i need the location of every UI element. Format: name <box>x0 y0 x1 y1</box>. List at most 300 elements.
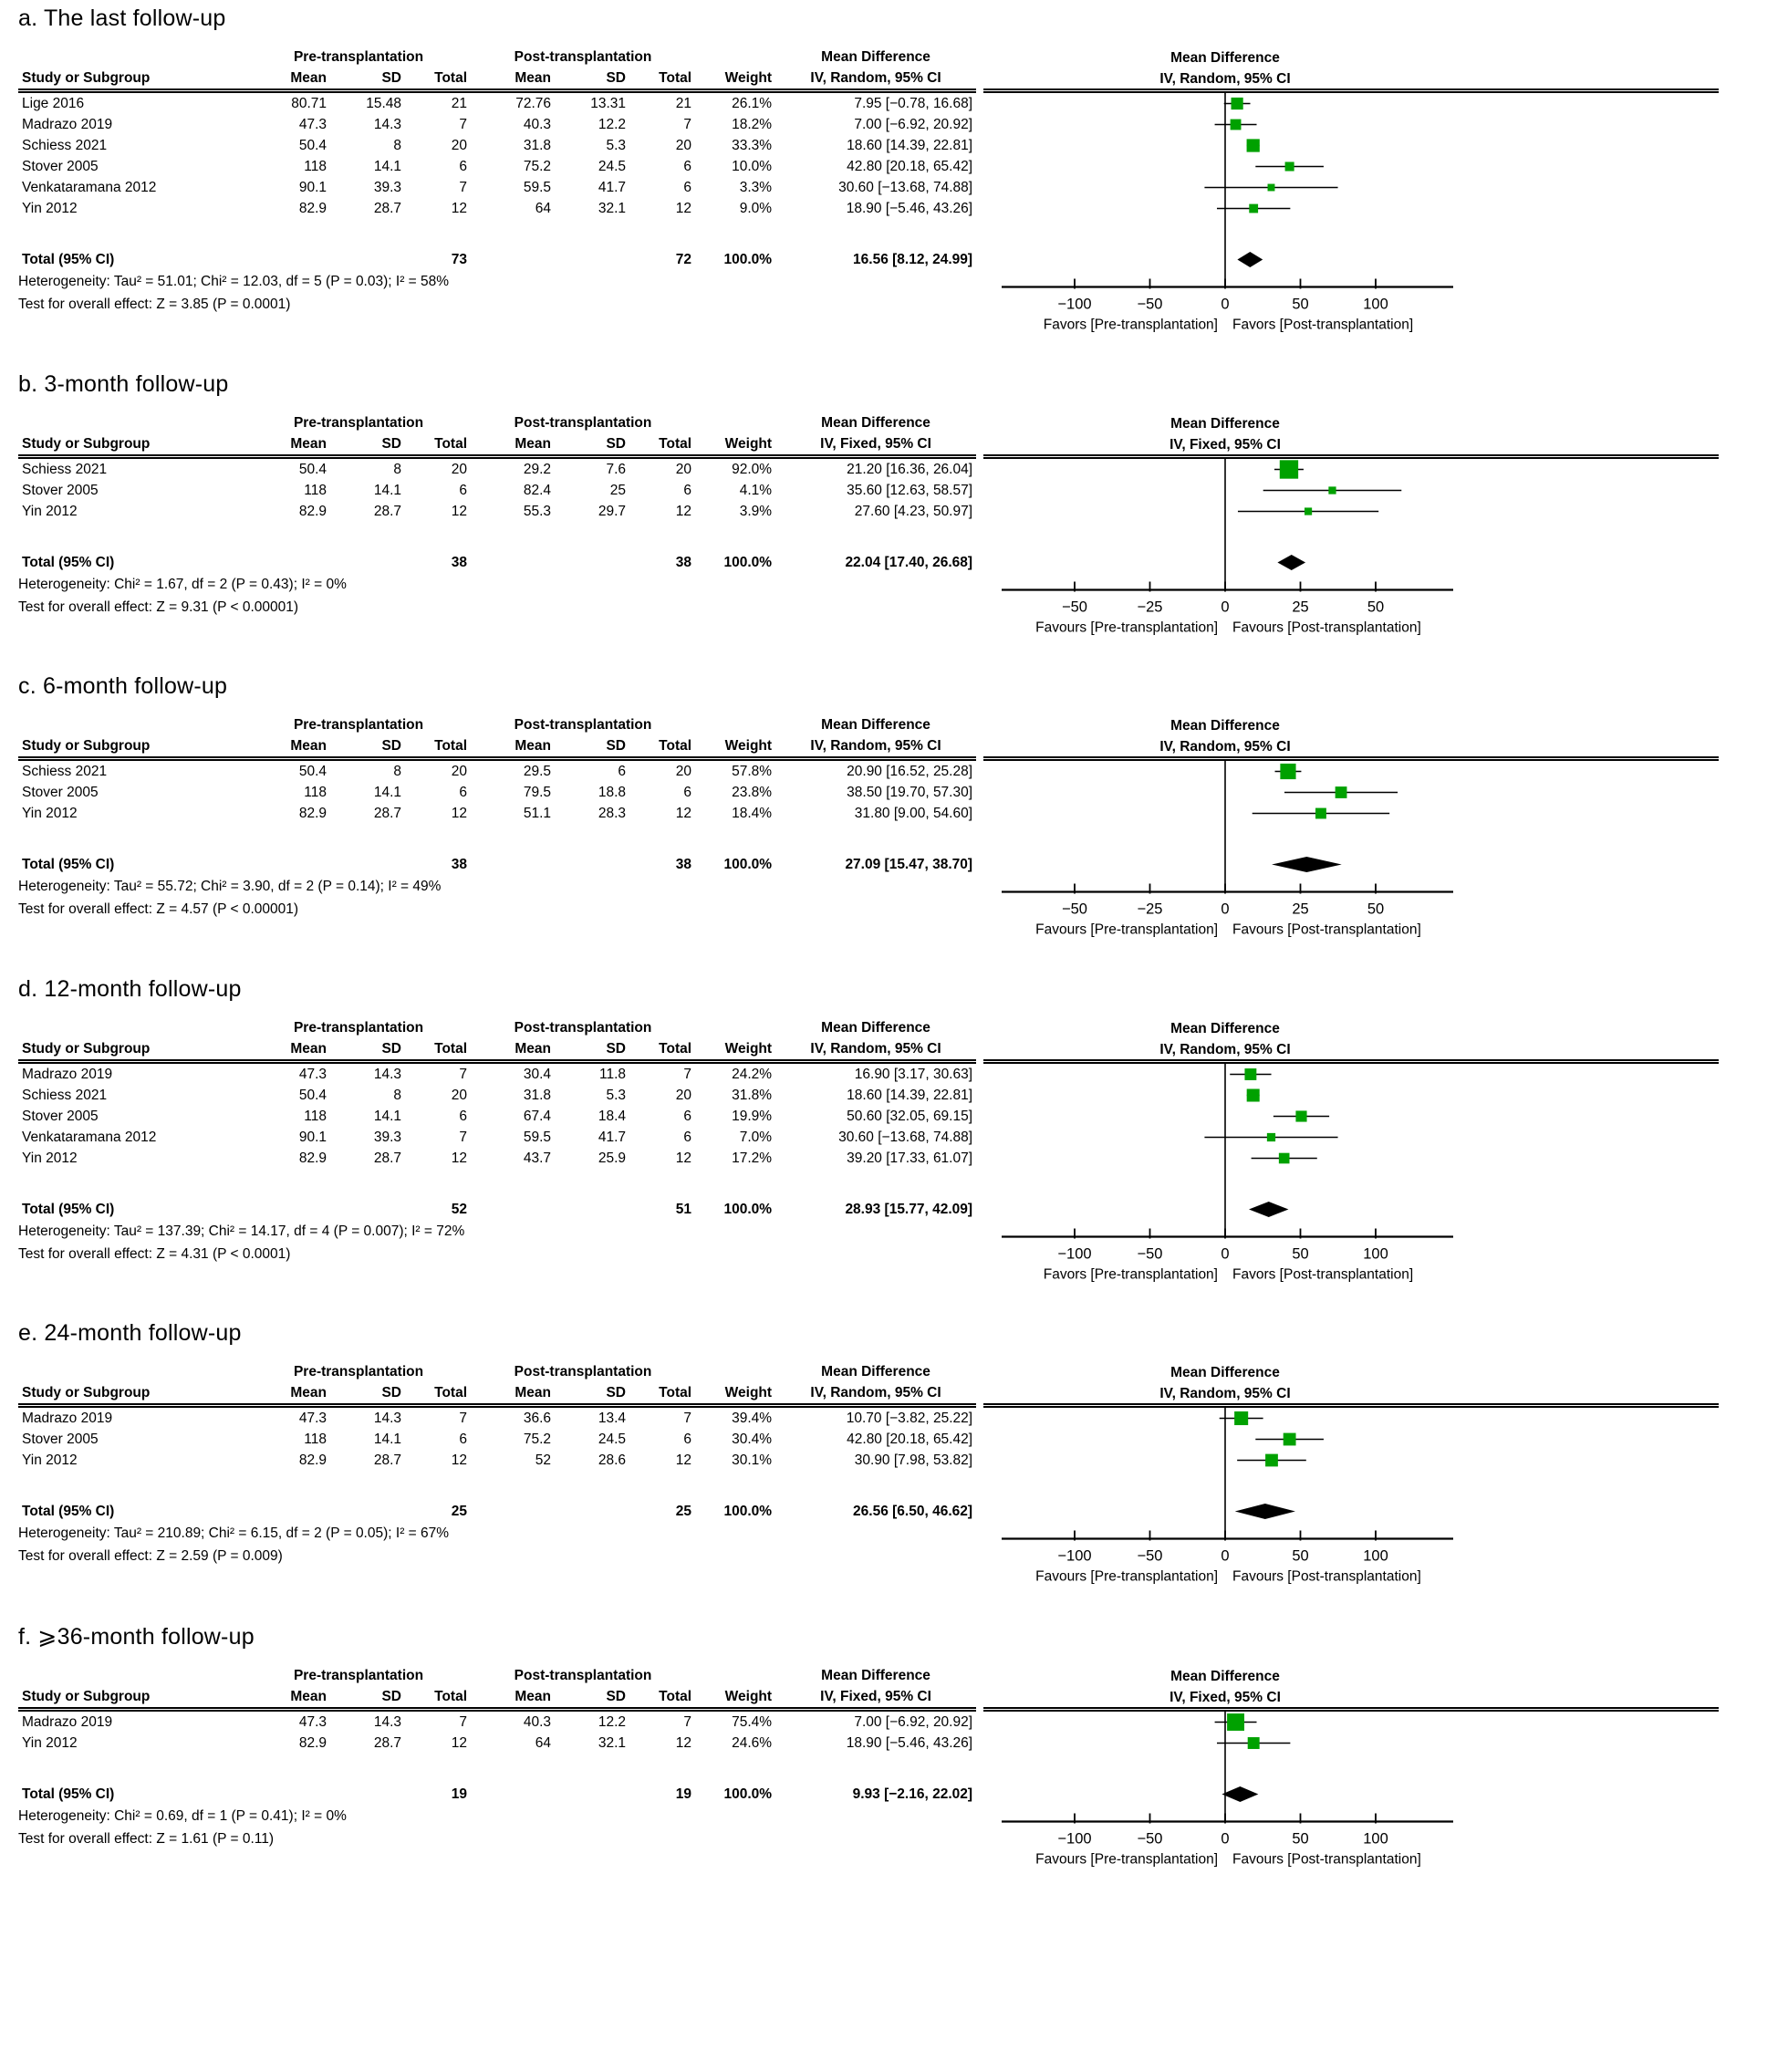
pre-sd: 8 <box>393 1087 401 1103</box>
pre-sd: 14.1 <box>373 159 401 174</box>
post-total: 7 <box>683 1411 692 1426</box>
plot-md-header: Mean Difference <box>1170 415 1280 432</box>
favors-left-label: Favors [Pre-transplantation] <box>1043 317 1218 333</box>
pre-sd: 14.3 <box>373 1066 401 1082</box>
axis-tick-label: 25 <box>1292 599 1309 615</box>
md-group-header: Mean Difference <box>821 1364 930 1380</box>
pre-mean: 82.9 <box>298 201 327 216</box>
pre-total: 7 <box>459 1066 468 1082</box>
study-table <box>18 1017 976 1220</box>
pre-mean: 118 <box>304 159 327 174</box>
study-name: Madrazo 2019 <box>22 1411 113 1426</box>
post-sd: 11.8 <box>598 1066 627 1082</box>
post-group-header: Post-transplantation <box>514 49 652 65</box>
heterogeneity-text: Heterogeneity: Tau² = 55.72; Chi² = 3.90, df = 2 (P = 0.14); I² = 49% <box>18 879 442 894</box>
post-total: 6 <box>683 159 692 174</box>
post-sd: 18.8 <box>598 785 627 800</box>
col-study-header: Study or Subgroup <box>18 1686 246 1710</box>
study-name: Yin 2012 <box>22 201 78 216</box>
total-ci: 22.04 [17.40, 26.68] <box>845 554 973 570</box>
pre-sd: 28.7 <box>373 1452 401 1468</box>
col-mean-header: Mean <box>246 68 330 91</box>
study-point <box>1284 1433 1296 1446</box>
study-ci: 27.60 [4.23, 50.97] <box>854 503 973 519</box>
col-weight-header: Weight <box>695 735 775 759</box>
study-name: Yin 2012 <box>22 806 78 821</box>
col-sd-header: SD <box>330 735 405 759</box>
pre-sd: 14.3 <box>373 1411 401 1426</box>
study-row <box>18 198 976 219</box>
total-post-n: 38 <box>675 554 692 570</box>
pre-group-header: Pre-transplantation <box>293 1667 424 1683</box>
study-ci: 42.80 [20.18, 65.42] <box>847 159 973 174</box>
table-column <box>11 412 983 619</box>
pre-group-header: Pre-transplantation <box>293 1364 424 1380</box>
total-post-n: 51 <box>675 1201 692 1217</box>
total-post-n: 25 <box>675 1504 692 1519</box>
pre-mean: 90.1 <box>298 180 327 195</box>
pre-sd: 14.1 <box>373 785 401 800</box>
pre-mean: 50.4 <box>298 138 327 153</box>
plot-md-header: Mean Difference <box>1170 1020 1280 1036</box>
heterogeneity-text: Heterogeneity: Chi² = 0.69, df = 1 (P = 0.41); I² = 0% <box>18 1807 347 1824</box>
pre-sd: 39.3 <box>373 1129 401 1145</box>
study-weight: 39.4% <box>732 1411 773 1426</box>
col-total-header: Total <box>405 1686 471 1710</box>
col-sd-header: SD <box>330 68 405 91</box>
study-name: Stover 2005 <box>22 482 99 498</box>
total-pre-n: 73 <box>451 252 468 267</box>
post-total: 21 <box>675 96 692 111</box>
post-total: 20 <box>675 461 692 477</box>
post-total: 6 <box>683 1432 692 1447</box>
pre-total: 7 <box>459 180 468 195</box>
study-table <box>18 1361 976 1522</box>
study-weight: 30.1% <box>732 1452 773 1468</box>
col-total-header: Total <box>629 1382 695 1406</box>
study-ci: 18.90 [−5.46, 43.26] <box>846 201 973 216</box>
total-diamond <box>1237 252 1263 267</box>
pre-group-header: Pre-transplantation <box>293 414 424 431</box>
total-weight: 100.0% <box>723 1786 773 1802</box>
table-column <box>11 1361 983 1567</box>
pre-total: 6 <box>459 785 468 800</box>
study-ci: 20.90 [16.52, 25.28] <box>847 764 973 779</box>
post-total: 20 <box>675 1087 692 1103</box>
total-pre-n: 38 <box>451 554 468 570</box>
panel-body <box>11 47 1788 338</box>
axis-tick-label: 50 <box>1292 1547 1309 1565</box>
plot-effect-header: IV, Fixed, 95% CI <box>1169 436 1281 453</box>
pre-mean: 118 <box>304 1108 327 1124</box>
col-total-header: Total <box>405 735 471 759</box>
post-mean: 75.2 <box>523 1432 552 1447</box>
study-weight: 92.0% <box>732 461 773 477</box>
plot-column <box>983 1665 1788 1873</box>
study-ci: 7.00 [−6.92, 20.92] <box>854 117 973 132</box>
post-mean: 64 <box>535 201 552 216</box>
col-mean-header: Mean <box>471 1686 555 1710</box>
study-point <box>1328 486 1336 494</box>
pre-sd: 39.3 <box>373 180 401 195</box>
col-mean-header: Mean <box>471 735 555 759</box>
post-total: 12 <box>675 1150 692 1166</box>
study-name: Yin 2012 <box>22 503 78 519</box>
axis-tick-label: 50 <box>1367 599 1385 615</box>
study-name: Stover 2005 <box>22 1432 99 1447</box>
col-sd-header: SD <box>555 1686 629 1710</box>
study-row <box>18 1127 976 1148</box>
study-weight: 4.1% <box>739 482 773 498</box>
forest-plot-f <box>983 1665 1719 1873</box>
study-ci: 30.90 [7.98, 53.82] <box>854 1452 973 1468</box>
total-ci: 16.56 [8.12, 24.99] <box>853 252 973 267</box>
overall-effect-text: Test for overall effect: Z = 3.85 (P = 0.0001) <box>18 297 291 312</box>
post-mean: 36.6 <box>523 1411 552 1426</box>
study-weight: 7.0% <box>739 1129 773 1145</box>
total-label: Total (95% CI) <box>22 1786 115 1802</box>
pre-total: 7 <box>459 1713 468 1730</box>
pre-mean: 50.4 <box>298 1087 327 1103</box>
table-column <box>11 47 983 316</box>
study-row <box>18 1085 976 1106</box>
study-table <box>18 47 976 270</box>
pre-sd: 14.1 <box>373 1432 401 1447</box>
axis-tick-label: −100 <box>1057 1547 1092 1565</box>
panel-b <box>11 371 1788 641</box>
post-group-header: Post-transplantation <box>514 1019 652 1036</box>
study-weight: 3.3% <box>739 180 773 195</box>
study-row <box>18 1061 976 1085</box>
pre-mean: 90.1 <box>298 1129 327 1145</box>
panel-c <box>11 673 1788 943</box>
pre-total: 12 <box>451 806 468 821</box>
post-total: 6 <box>683 482 692 498</box>
pre-mean: 47.3 <box>298 1066 327 1082</box>
pre-mean: 118 <box>304 785 327 800</box>
pre-sd: 15.48 <box>366 96 401 111</box>
study-point <box>1232 98 1243 109</box>
heterogeneity-text: Heterogeneity: Tau² = 137.39; Chi² = 14.17, df = 4 (P = 0.007); I² = 72% <box>18 1223 465 1239</box>
col-weight-header: Weight <box>695 1686 775 1710</box>
md-group-header: Mean Difference <box>821 49 930 65</box>
total-diamond <box>1221 1786 1258 1802</box>
post-mean: 29.2 <box>523 461 552 477</box>
post-total: 20 <box>675 764 692 779</box>
study-weight: 10.0% <box>732 159 773 174</box>
study-weight: 26.1% <box>732 96 773 111</box>
pre-group-header: Pre-transplantation <box>293 717 424 733</box>
study-row <box>18 1429 976 1450</box>
study-ci: 31.80 [9.00, 54.60] <box>854 806 973 821</box>
study-ci: 7.95 [−0.78, 16.68] <box>854 96 973 111</box>
study-point <box>1227 1713 1244 1731</box>
total-post-n: 19 <box>675 1786 692 1802</box>
post-mean: 82.4 <box>523 482 552 498</box>
pre-sd: 28.7 <box>373 806 401 821</box>
col-total-header: Total <box>405 433 471 457</box>
study-ci: 7.00 [−6.92, 20.92] <box>854 1713 973 1730</box>
axis-tick-label: −50 <box>1062 599 1087 615</box>
col-sd-header: SD <box>555 735 629 759</box>
post-mean: 31.8 <box>523 1087 552 1103</box>
study-point <box>1249 204 1258 213</box>
axis-tick-label: 0 <box>1221 901 1230 918</box>
pre-sd: 28.7 <box>373 503 401 519</box>
panel-title: b. 3-month follow-up <box>18 370 229 397</box>
col-weight-header: Weight <box>695 1382 775 1406</box>
plot-md-header: Mean Difference <box>1170 50 1280 66</box>
study-weight: 17.2% <box>732 1150 773 1166</box>
post-total: 7 <box>683 1713 692 1730</box>
axis-tick-label: −50 <box>1137 1830 1163 1847</box>
axis-tick-label: 0 <box>1221 1245 1230 1262</box>
col-study-header: Study or Subgroup <box>18 68 246 91</box>
study-name: Schiess 2021 <box>22 764 108 779</box>
study-point <box>1234 1411 1248 1425</box>
total-pre-n: 25 <box>451 1504 468 1519</box>
total-label: Total (95% CI) <box>22 857 115 872</box>
post-sd: 24.5 <box>598 1432 627 1447</box>
plot-effect-header: IV, Random, 95% CI <box>1159 1041 1291 1057</box>
col-mean-header: Mean <box>471 1382 555 1406</box>
col-mean-header: Mean <box>246 1382 330 1406</box>
study-row <box>18 1709 976 1733</box>
study-point <box>1279 1152 1290 1163</box>
study-name: Madrazo 2019 <box>22 117 113 132</box>
study-ci: 21.20 [16.36, 26.04] <box>847 461 973 477</box>
panel-body <box>11 714 1788 943</box>
study-ci: 18.60 [14.39, 22.81] <box>847 138 973 153</box>
post-group-header: Post-transplantation <box>514 717 652 733</box>
study-point <box>1244 1068 1256 1080</box>
plot-column <box>983 1017 1788 1288</box>
favors-right-label: Favors [Post-transplantation] <box>1232 1266 1414 1282</box>
col-mean-header: Mean <box>246 1686 330 1710</box>
study-point <box>1295 1110 1306 1121</box>
total-pre-n: 38 <box>451 857 468 872</box>
col-effect-header: IV, Random, 95% CI <box>775 1382 976 1406</box>
post-sd: 28.6 <box>598 1452 627 1468</box>
study-ci: 30.60 [−13.68, 74.88] <box>838 180 973 195</box>
pre-total: 12 <box>451 201 468 216</box>
total-ci: 28.93 [15.77, 42.09] <box>845 1201 973 1217</box>
study-name: Lige 2016 <box>22 96 85 111</box>
plot-effect-header: IV, Random, 95% CI <box>1159 71 1291 87</box>
col-mean-header: Mean <box>471 433 555 457</box>
post-mean: 79.5 <box>523 785 552 800</box>
heterogeneity-text: Heterogeneity: Tau² = 210.89; Chi² = 6.15, df = 2 (P = 0.05); I² = 67% <box>18 1525 450 1541</box>
post-mean: 55.3 <box>523 503 552 519</box>
col-total-header: Total <box>629 1038 695 1062</box>
axis-tick-label: −50 <box>1137 1245 1163 1262</box>
total-row <box>18 552 976 573</box>
pre-total: 12 <box>451 503 468 519</box>
table-column <box>11 714 983 921</box>
panel-e <box>11 1320 1788 1590</box>
study-weight: 18.4% <box>732 806 773 821</box>
forest-plot-b <box>983 412 1719 641</box>
total-weight: 100.0% <box>723 554 773 570</box>
col-effect-header: IV, Fixed, 95% CI <box>775 1686 976 1710</box>
axis-tick-label: −100 <box>1057 1830 1092 1847</box>
study-ci: 16.90 [3.17, 30.63] <box>854 1066 973 1082</box>
axis-tick-label: −25 <box>1137 901 1163 918</box>
total-weight: 100.0% <box>723 857 773 872</box>
heterogeneity-text: Heterogeneity: Chi² = 1.67, df = 2 (P = 0.43); I² = 0% <box>18 576 347 592</box>
study-point <box>1280 764 1295 779</box>
study-point <box>1280 460 1298 478</box>
post-total: 12 <box>675 201 692 216</box>
col-effect-header: IV, Random, 95% CI <box>775 68 976 91</box>
favors-right-label: Favours [Post-transplantation] <box>1232 921 1421 938</box>
study-ci: 35.60 [12.63, 58.57] <box>847 482 973 498</box>
md-group-header: Mean Difference <box>821 414 930 431</box>
col-effect-header: IV, Random, 95% CI <box>775 1038 976 1062</box>
post-total: 12 <box>675 503 692 519</box>
study-row <box>18 782 976 803</box>
study-row <box>18 501 976 522</box>
axis-tick-label: 100 <box>1363 1830 1388 1847</box>
study-name: Venkataramana 2012 <box>22 1129 157 1145</box>
col-sd-header: SD <box>555 433 629 457</box>
study-weight: 30.4% <box>732 1432 773 1447</box>
axis-tick-label: 0 <box>1221 296 1230 313</box>
study-name: Stover 2005 <box>22 159 99 174</box>
plot-column <box>983 714 1788 943</box>
col-sd-header: SD <box>330 1686 405 1710</box>
study-point <box>1231 120 1242 130</box>
total-pre-n: 19 <box>451 1786 468 1802</box>
post-sd: 5.3 <box>606 138 627 153</box>
col-sd-header: SD <box>555 68 629 91</box>
total-label: Total (95% CI) <box>22 554 115 570</box>
panel-a <box>11 5 1788 338</box>
axis-tick-label: 25 <box>1292 901 1309 918</box>
total-label: Total (95% CI) <box>22 1504 115 1519</box>
col-weight-header: Weight <box>695 68 775 91</box>
post-mean: 30.4 <box>523 1066 552 1082</box>
study-name: Schiess 2021 <box>22 138 108 153</box>
total-weight: 100.0% <box>723 1504 773 1519</box>
post-sd: 13.31 <box>590 96 627 111</box>
post-sd: 6 <box>618 764 627 779</box>
post-total: 7 <box>683 1066 692 1082</box>
axis-tick-label: 50 <box>1292 1830 1309 1847</box>
panel-title: e. 24-month follow-up <box>18 1320 242 1346</box>
axis-tick-label: −25 <box>1137 599 1163 615</box>
axis-tick-label: 0 <box>1221 1830 1230 1847</box>
pre-mean: 82.9 <box>298 806 327 821</box>
post-sd: 7.6 <box>606 461 627 477</box>
study-row <box>18 91 976 115</box>
post-sd: 25.9 <box>598 1150 627 1166</box>
forest-plot-e <box>983 1361 1719 1590</box>
col-sd-header: SD <box>330 433 405 457</box>
post-mean: 67.4 <box>523 1108 552 1124</box>
plot-md-header: Mean Difference <box>1170 718 1280 734</box>
total-diamond <box>1249 1202 1288 1217</box>
md-group-header: Mean Difference <box>821 1667 930 1683</box>
plot-column <box>983 412 1788 641</box>
study-point <box>1248 1737 1260 1749</box>
post-mean: 59.5 <box>523 180 552 195</box>
study-weight: 3.9% <box>739 503 773 519</box>
study-ci: 39.20 [17.33, 61.07] <box>847 1150 973 1166</box>
plot-column <box>983 1361 1788 1590</box>
col-sd-header: SD <box>330 1038 405 1062</box>
post-total: 6 <box>683 1108 692 1124</box>
study-weight: 24.6% <box>732 1734 773 1751</box>
pre-total: 20 <box>451 1087 468 1103</box>
table-column <box>11 1017 983 1265</box>
axis-tick-label: −50 <box>1137 296 1163 313</box>
pre-mean: 47.3 <box>298 1713 327 1730</box>
study-weight: 24.2% <box>732 1066 773 1082</box>
post-sd: 12.2 <box>598 1713 627 1730</box>
col-total-header: Total <box>629 433 695 457</box>
post-group-header: Post-transplantation <box>514 414 652 431</box>
study-row <box>18 1450 976 1471</box>
axis-tick-label: 100 <box>1363 1245 1388 1262</box>
col-study-header: Study or Subgroup <box>18 433 246 457</box>
pre-sd: 8 <box>393 138 401 153</box>
study-weight: 57.8% <box>732 764 773 779</box>
post-sd: 5.3 <box>606 1087 627 1103</box>
study-weight: 23.8% <box>732 785 773 800</box>
panel-f <box>11 1623 1788 1873</box>
study-row <box>18 759 976 783</box>
pre-sd: 8 <box>393 764 401 779</box>
study-ci: 30.60 [−13.68, 74.88] <box>838 1129 973 1145</box>
panel-title: f. ⩾36-month follow-up <box>18 1623 255 1650</box>
study-name: Stover 2005 <box>22 1108 99 1124</box>
study-row <box>18 156 976 177</box>
study-row <box>18 1406 976 1430</box>
panel-d <box>11 976 1788 1288</box>
study-name: Schiess 2021 <box>22 461 108 477</box>
overall-effect-text: Test for overall effect: Z = 2.59 (P = 0.009) <box>18 1548 283 1564</box>
study-name: Yin 2012 <box>22 1150 78 1166</box>
panel-title: d. 12-month follow-up <box>18 975 242 1002</box>
study-name: Madrazo 2019 <box>22 1066 113 1082</box>
plot-column <box>983 47 1788 338</box>
post-mean: 59.5 <box>523 1129 552 1145</box>
overall-effect-text: Test for overall effect: Z = 4.31 (P < 0.0001) <box>18 1245 291 1262</box>
post-total: 6 <box>683 180 692 195</box>
post-mean: 29.5 <box>523 764 552 779</box>
pre-mean: 80.71 <box>291 96 327 111</box>
total-ci: 26.56 [6.50, 46.62] <box>853 1504 973 1519</box>
study-row <box>18 480 976 501</box>
total-row <box>18 249 976 270</box>
study-row <box>18 177 976 198</box>
pre-total: 12 <box>451 1734 468 1751</box>
col-mean-header: Mean <box>471 68 555 91</box>
total-weight: 100.0% <box>723 252 773 267</box>
post-mean: 51.1 <box>523 806 552 821</box>
total-row <box>18 1501 976 1522</box>
pre-sd: 14.3 <box>373 1713 401 1730</box>
col-sd-header: SD <box>555 1382 629 1406</box>
pre-total: 6 <box>459 1432 468 1447</box>
study-name: Yin 2012 <box>22 1452 78 1468</box>
study-ci: 50.60 [32.05, 69.15] <box>847 1108 973 1124</box>
study-row <box>18 135 976 156</box>
axis-tick-label: −50 <box>1062 901 1087 918</box>
post-sd: 41.7 <box>598 180 627 195</box>
pre-sd: 8 <box>393 461 401 477</box>
